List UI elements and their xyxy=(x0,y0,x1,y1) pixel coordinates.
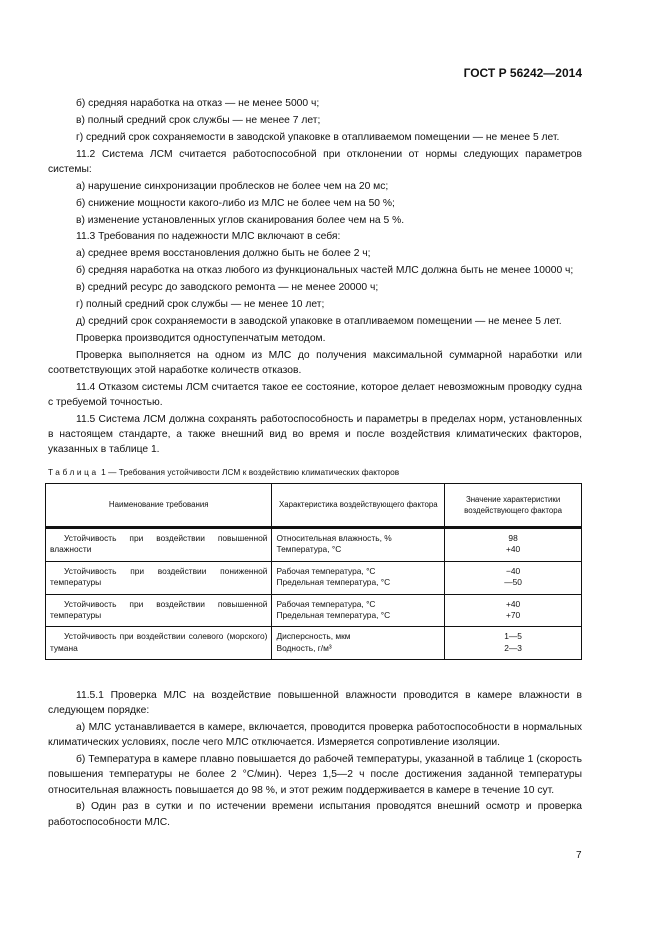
paragraph: Проверка производится одноступенчатым методом. xyxy=(76,332,326,344)
table-caption-title: 1 — Требования устойчивости ЛСМ к воздействию климатических факторов xyxy=(98,467,400,477)
paragraph: б) средняя наработка на отказ любого из функциональных частей МЛС должна быть не менее 10000 ч; xyxy=(76,265,574,277)
characteristic-cell: Относительная влажность, % Температура, °С xyxy=(272,528,445,562)
paragraph: г) средний срок сохраняемости в заводской упаковке в отапливаемом помещении — не менее 5 лет. xyxy=(76,131,560,143)
body-text-bottom xyxy=(48,688,582,832)
paragraph: 11.3 Требования по надежности МЛС включают в себя: xyxy=(76,231,341,243)
paragraph: в) Один раз в сутки и по истечении времени испытания проводятся внешний осмотр и проверка работоспособности МЛС. xyxy=(48,801,582,828)
body-text-top xyxy=(48,96,582,459)
value-cell: +40 +70 xyxy=(445,594,582,627)
paragraph: б) снижение мощности какого-либо из МЛС не более чем на 50 %; xyxy=(76,197,395,209)
paragraph: б) средняя наработка на отказ — не менее 5000 ч; xyxy=(76,98,320,109)
table-row xyxy=(46,561,582,594)
requirement-cell: Устойчивость при воздействии повышенной влажности xyxy=(46,528,272,562)
column-header-factor-characteristic: Характеристика воздействующего фактора xyxy=(272,484,445,528)
value-cell: −40 —50 xyxy=(445,561,582,594)
paragraph: а) нарушение синхронизации проблесков не более чем на 20 мс; xyxy=(76,180,389,192)
requirement-cell: Устойчивость при воздействии солевого (морского) тумана xyxy=(46,627,272,660)
paragraph: в) полный средний срок службы — не менее 7 лет; xyxy=(76,114,321,126)
paragraph: 11.5 Система ЛСМ должна сохранять работоспособность и параметры в пределах норм, установленных в настоящем стандарте, а также внешний вид во время и после воздействия климатических факторов, указанных в таблице 1. xyxy=(48,413,582,456)
table-row xyxy=(46,627,582,660)
paragraph: 11.5.1 Проверка МЛС на воздействие повышенной влажности проводится в камере влажности в следующем порядке: xyxy=(48,690,582,717)
paragraph: б) Температура в камере плавно повышается до рабочей температуры, указанной в таблице 1 (скорость повышения температуры не более 2 °С/мин). Через 1,5—2 ч после достижения заданной температуры относительная влажность повышается до 98 %, и этот режим поддерживается в камере в течение 10 сут. xyxy=(48,754,582,796)
paragraph: в) средний ресурс до заводского ремонта — не менее 20000 ч; xyxy=(76,282,379,294)
requirement-cell: Устойчивость при воздействии пониженной температуры xyxy=(46,561,272,594)
paragraph: Проверка выполняется на одном из МЛС до получения максимальной суммарной наработки или соответствующих этой наработке количеств отказов. xyxy=(48,349,582,376)
paragraph: 11.4 Отказом системы ЛСМ считается такое ее состояние, которое делает невозможным проводку судна с требуемой точностью. xyxy=(48,381,582,408)
value-cell: 98 +40 xyxy=(445,528,582,562)
column-header-factor-value: Значение характеристики воздействующего фактора xyxy=(445,484,582,528)
paragraph: а) среднее время восстановления должно быть не более 2 ч; xyxy=(76,248,371,260)
value-cell: 1—5 2—3 xyxy=(445,627,582,660)
paragraph: а) МЛС устанавливается в камере, включается, проводится проверка работоспособности в нормальных климатических условиях, после чего МЛС отключается. Измеряется сопротивление изоляции. xyxy=(48,722,582,749)
table-row xyxy=(46,594,582,627)
document-header-id: ГОСТ Р 56242—2014 xyxy=(463,66,582,80)
paragraph: д) средний срок сохраняемости в заводской упаковке в отапливаемом помещении — не менее 5 лет. xyxy=(76,315,562,327)
characteristic-cell: Дисперсность, мкм Водность, г/м³ xyxy=(272,627,445,660)
column-header-requirement: Наименование требования xyxy=(46,484,272,528)
paragraph: в) изменение установленных углов сканирования более чем на 5 %. xyxy=(76,214,405,226)
characteristic-cell: Рабочая температура, °С Предельная температура, °С xyxy=(272,561,445,594)
paragraph: г) полный средний срок службы — не менее 10 лет; xyxy=(76,299,325,310)
paragraph: 11.2 Система ЛСМ считается работоспособной при отклонении от нормы следующих параметров системы: xyxy=(48,148,582,175)
requirement-cell: Устойчивость при воздействии повышенной температуры xyxy=(46,594,272,627)
table-caption xyxy=(48,467,399,477)
table-caption-label: Таблица xyxy=(48,467,99,477)
page-number: 7 xyxy=(576,850,582,861)
climate-requirements-table xyxy=(45,483,582,660)
table-row xyxy=(46,528,582,562)
table-header-row xyxy=(46,484,582,528)
characteristic-cell: Рабочая температура, °С Предельная температура, °С xyxy=(272,594,445,627)
